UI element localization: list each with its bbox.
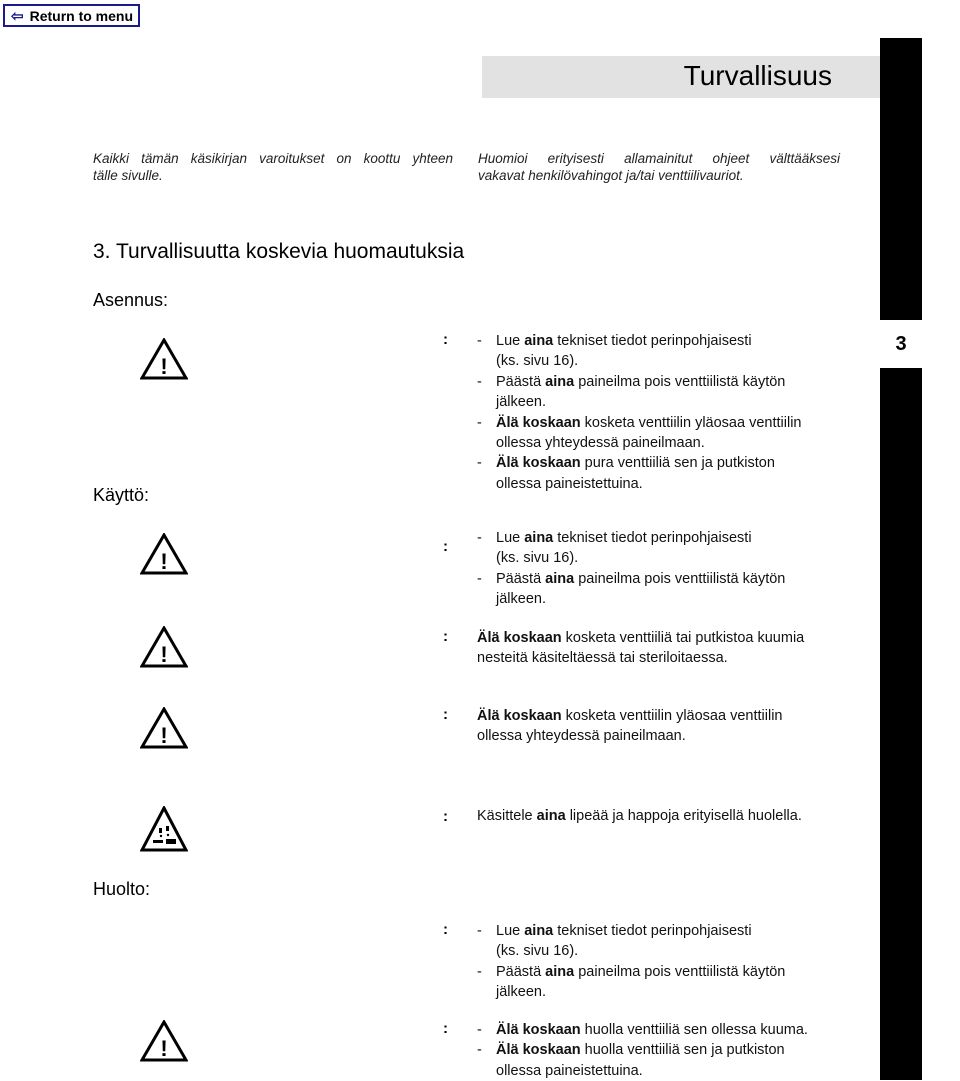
corrosive-warning-icon bbox=[140, 806, 188, 848]
instruction-line bbox=[477, 962, 785, 982]
maintenance-instructions bbox=[477, 921, 785, 1003]
instruction-line bbox=[477, 921, 785, 941]
instruction-line bbox=[477, 589, 785, 609]
line-text: Lue bbox=[496, 923, 525, 939]
emphasis-text: Älä koskaan bbox=[496, 455, 581, 472]
colon: : bbox=[443, 808, 448, 825]
line-text: huolla venttiiliä sen ollessa kuuma. bbox=[580, 1022, 808, 1038]
warning-exclamation: ! bbox=[160, 642, 168, 667]
line-text: huolla venttiiliä sen ja putkiston bbox=[580, 1042, 785, 1059]
bullet-dash: - bbox=[477, 1042, 482, 1059]
bullet-dash: - bbox=[477, 923, 482, 939]
instruction-line bbox=[477, 726, 782, 746]
instruction-line bbox=[477, 1040, 808, 1060]
line-text: paineilma pois venttiilistä käytön bbox=[574, 570, 786, 587]
emphasis-text: Älä koskaan bbox=[477, 708, 562, 724]
bullet-dash: - bbox=[477, 1022, 482, 1038]
line-text: ollessa yhteydessä paineilmaan. bbox=[477, 728, 686, 745]
instruction-line bbox=[477, 528, 785, 548]
instruction-line bbox=[477, 548, 785, 568]
bullet-dash: - bbox=[477, 455, 482, 472]
line-text: Päästä bbox=[496, 963, 546, 980]
bullet-dash: - bbox=[477, 963, 482, 980]
line-text: kosketa venttiilin yläosaa venttiilin bbox=[561, 708, 783, 724]
instruction-line bbox=[477, 982, 785, 1002]
intro-right-line: Huomioi erityisesti allamainitut ohjeet välttääksesi bbox=[478, 151, 840, 166]
warning-exclamation: ! bbox=[160, 723, 168, 748]
instruction-line bbox=[477, 372, 801, 392]
line-text: ollessa paineistettuina. bbox=[496, 475, 643, 492]
bullet-dash: - bbox=[477, 333, 482, 349]
line-text: Päästä bbox=[496, 373, 546, 390]
intro-left bbox=[93, 150, 453, 184]
bullet-dash: - bbox=[477, 414, 482, 431]
bullet-dash: - bbox=[477, 530, 482, 546]
return-to-menu-button[interactable] bbox=[3, 4, 140, 27]
page-title: Turvallisuus bbox=[683, 60, 832, 91]
warning-triangle-icon bbox=[140, 338, 188, 380]
intro-left-line: Kaikki tämän käsikirjan varoitukset on koottu yhteen bbox=[93, 151, 453, 166]
instruction-line bbox=[477, 413, 801, 433]
line-text: jälkeen. bbox=[496, 591, 546, 608]
emphasis-text: aina bbox=[545, 963, 575, 980]
subheading-installation: Asennus: bbox=[93, 290, 169, 310]
colon: : bbox=[443, 628, 448, 645]
instruction-line bbox=[477, 1061, 808, 1081]
instruction-line bbox=[477, 628, 804, 648]
colon: : bbox=[443, 331, 448, 348]
line-text: Päästä bbox=[496, 570, 546, 587]
line-text: tekniset tiedot perinpohjaisesti bbox=[553, 923, 752, 939]
warning-exclamation: ! bbox=[160, 354, 168, 379]
line-text: tekniset tiedot perinpohjaisesti bbox=[553, 530, 752, 546]
line-text: Lue bbox=[496, 530, 525, 546]
line-text: lipeää ja happoja erityisellä huolella. bbox=[565, 808, 802, 824]
line-text: kosketa venttiiliä tai putkistoa kuumia bbox=[561, 630, 805, 646]
emphasis-text: Älä koskaan bbox=[496, 1022, 581, 1038]
instruction-line bbox=[477, 474, 801, 494]
emphasis-text: aina bbox=[545, 373, 575, 390]
operation-instructions bbox=[477, 528, 785, 610]
colon: : bbox=[443, 1020, 448, 1037]
line-text: jälkeen. bbox=[496, 394, 546, 411]
emphasis-text: aina bbox=[524, 923, 554, 939]
intro-right-line: vakavat henkilövahingot ja/tai venttiilivauriot. bbox=[478, 168, 744, 183]
hot-media-warning bbox=[477, 628, 804, 669]
line-text: kosketa venttiilin yläosaa venttiilin bbox=[580, 414, 802, 431]
caustic-warning bbox=[477, 806, 802, 826]
instruction-line bbox=[477, 806, 802, 826]
maintenance-warnings bbox=[477, 1020, 808, 1081]
subheading-operation: Käyttö: bbox=[93, 485, 150, 505]
instruction-line bbox=[477, 941, 785, 961]
line-text: (ks. sivu 16). bbox=[496, 943, 579, 960]
installation-instructions bbox=[477, 331, 801, 494]
warning-exclamation: ! bbox=[160, 1036, 168, 1061]
warning-triangle-icon bbox=[140, 1020, 188, 1062]
warning-triangle-icon bbox=[140, 626, 188, 668]
bullet-dash: - bbox=[477, 373, 482, 390]
emphasis-text: aina bbox=[524, 333, 554, 349]
line-text: nesteitä käsiteltäessä tai steriloitaessa. bbox=[477, 650, 728, 667]
subheading-maintenance: Huolto: bbox=[93, 879, 151, 899]
emphasis-text: Älä koskaan bbox=[496, 1042, 581, 1059]
warning-triangle-icon bbox=[140, 707, 188, 749]
bullet-dash: - bbox=[477, 570, 482, 587]
line-text: (ks. sivu 16). bbox=[496, 550, 579, 567]
emphasis-text: aina bbox=[536, 808, 566, 824]
emphasis-text: aina bbox=[545, 570, 575, 587]
colon: : bbox=[443, 538, 448, 555]
instruction-line bbox=[477, 706, 782, 726]
warning-exclamation: ! bbox=[160, 549, 168, 574]
emphasis-text: Älä koskaan bbox=[496, 414, 581, 431]
intro-right bbox=[478, 150, 840, 184]
chapter-tab-bar bbox=[880, 38, 922, 1080]
line-text: tekniset tiedot perinpohjaisesti bbox=[553, 333, 752, 349]
line-text: ollessa paineistettuina. bbox=[496, 1062, 643, 1079]
instruction-line bbox=[477, 351, 801, 371]
instruction-line bbox=[477, 453, 801, 473]
emphasis-text: aina bbox=[524, 530, 554, 546]
instruction-line bbox=[477, 648, 804, 668]
colon: : bbox=[443, 921, 448, 938]
instruction-line bbox=[477, 1020, 808, 1040]
intro-left-line: tälle sivulle. bbox=[93, 168, 163, 183]
colon: : bbox=[443, 706, 448, 723]
line-text: Lue bbox=[496, 333, 525, 349]
line-text: paineilma pois venttiilistä käytön bbox=[574, 963, 786, 980]
return-to-menu-label: Return to menu bbox=[29, 7, 134, 24]
line-text: Käsittele bbox=[477, 808, 537, 824]
section-heading: 3. Turvallisuutta koskevia huomautuksia bbox=[93, 240, 465, 263]
chapter-tab-number: 3 bbox=[880, 320, 922, 368]
instruction-line bbox=[477, 433, 801, 453]
instruction-line bbox=[477, 331, 801, 351]
instruction-line bbox=[477, 569, 785, 589]
line-text: (ks. sivu 16). bbox=[496, 353, 579, 370]
back-arrow-icon: ⇦ bbox=[11, 7, 24, 25]
line-text: pura venttiiliä sen ja putkiston bbox=[580, 455, 775, 472]
instruction-line bbox=[477, 392, 801, 412]
warning-triangle-icon bbox=[140, 533, 188, 575]
compressed-air-warning bbox=[477, 706, 782, 747]
line-text: paineilma pois venttiilistä käytön bbox=[574, 373, 786, 390]
emphasis-text: Älä koskaan bbox=[477, 630, 562, 646]
line-text: jälkeen. bbox=[496, 984, 546, 1001]
line-text: ollessa yhteydessä paineilmaan. bbox=[496, 435, 705, 452]
